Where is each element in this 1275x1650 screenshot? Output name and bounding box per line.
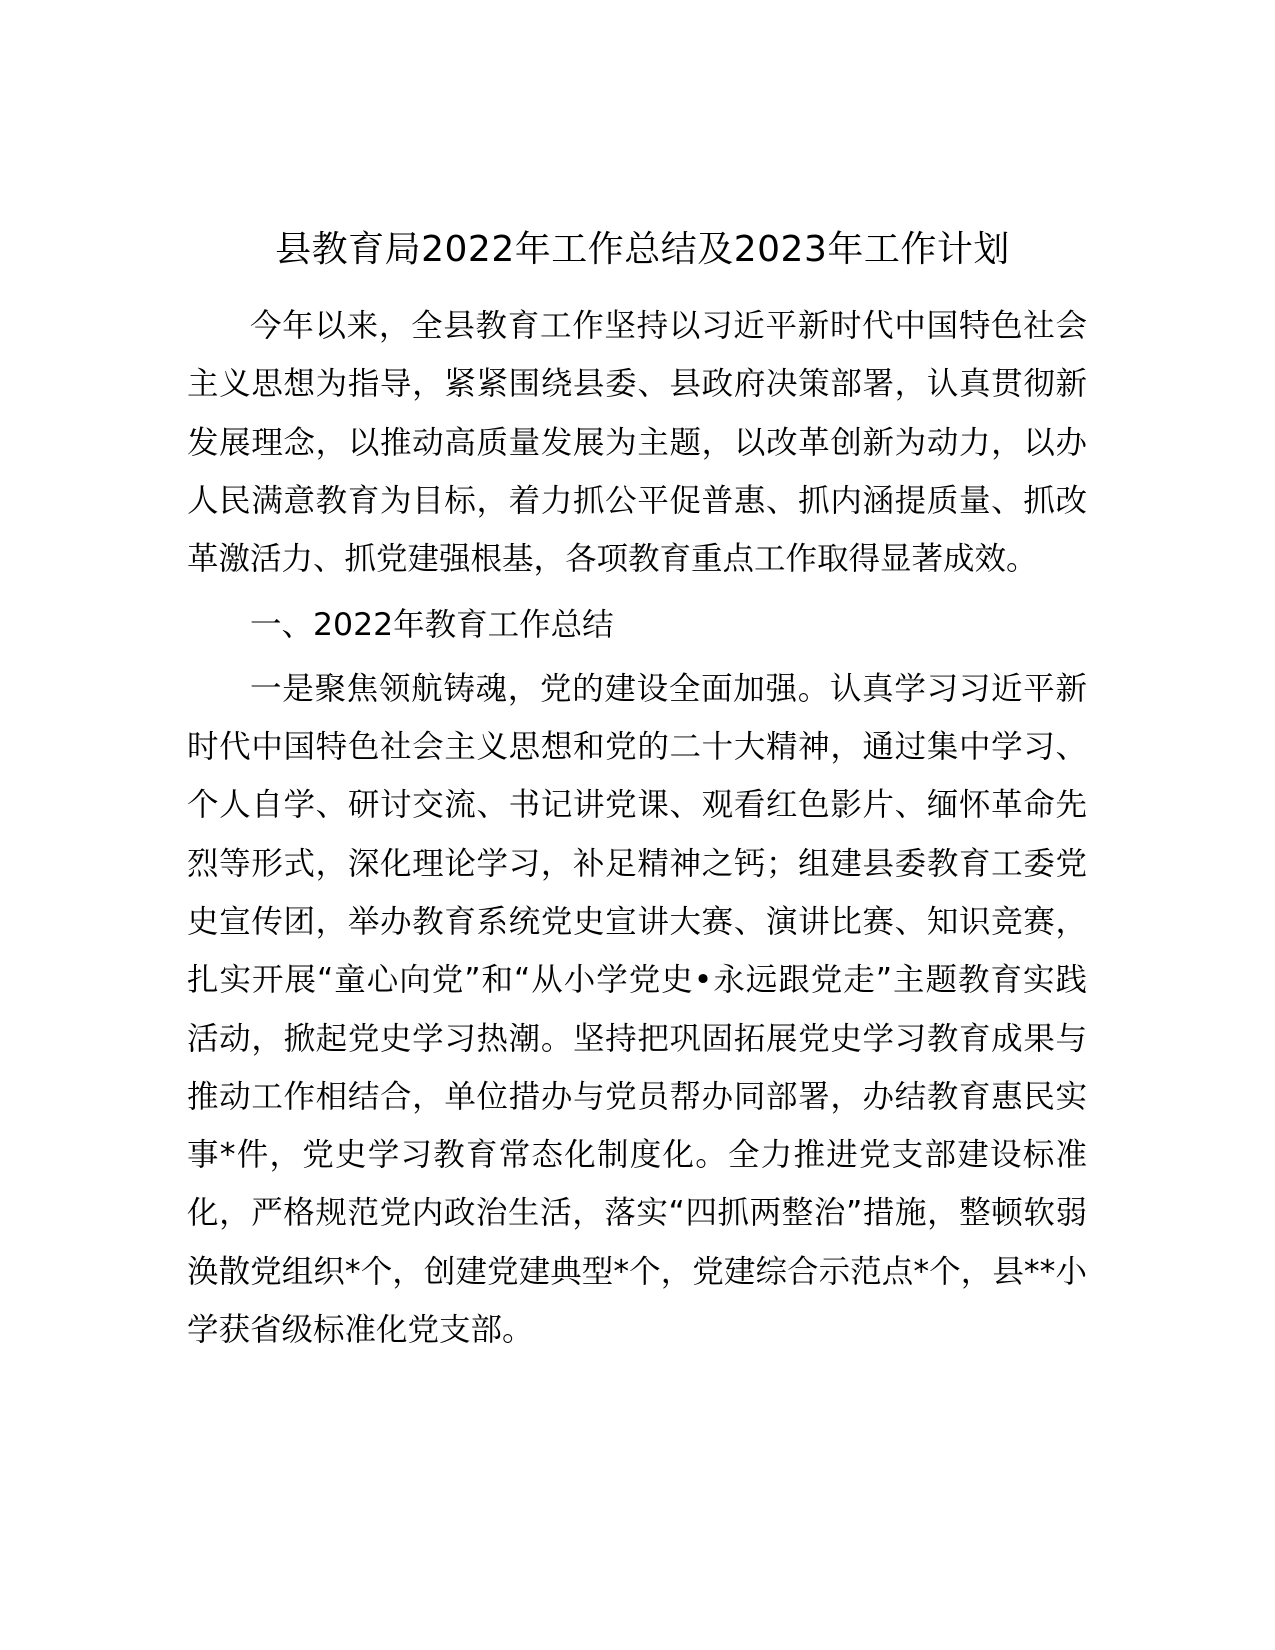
section-paragraph: 一是聚焦领航铸魂，党的建设全面加强。认真学习习近平新时代中国特色社会主义思想和党的二十大精神，通过集中学习、个人自学、研讨交流、书记讲党课、观看红色影片、缅怀革命先烈等形式，深化理论学习，补足精神之钙；组建县委教育工委党史宣传团，举办教育系统党史宣讲大赛、演讲比赛、知识竞赛，扎实开展“童心向党”和“从小学党史•永远跟党走”主题教育实践活动，掀起党史学习热潮。坚持把巩固拓展党史学习教育成果与推动工作相结合，单位措办与党员帮办同部署，办结教育惠民实事*件，党史学习教育常态化制度化。全力推进党支部建设标准化，严格规范党内政治生活，落实“四抓两整治”措施，整顿软弱涣散党组织*个，创建党建典型*个，党建综合示范点*个，县**小学获省级标准化党支部。 [187,670,1087,1349]
intro-paragraph: 今年以来，全县教育工作坚持以习近平新时代中国特色社会主义思想为指导，紧紧围绕县委、县政府决策部署，认真贯彻新发展理念，以推动高质量发展为主题，以改革创新为动力，以办人民满意教育为目标，着力抓公平促普惠、抓内涵提质量、抓改革激活力、抓党建强根基，各项教育重点工作取得显著成效。 [187,308,1087,578]
document-body [187,297,1087,1359]
section-heading: 一、2022年教育工作总结 [250,607,614,644]
document-title: 县教育局2022年工作总结及2023年工作计划 [275,229,1010,270]
